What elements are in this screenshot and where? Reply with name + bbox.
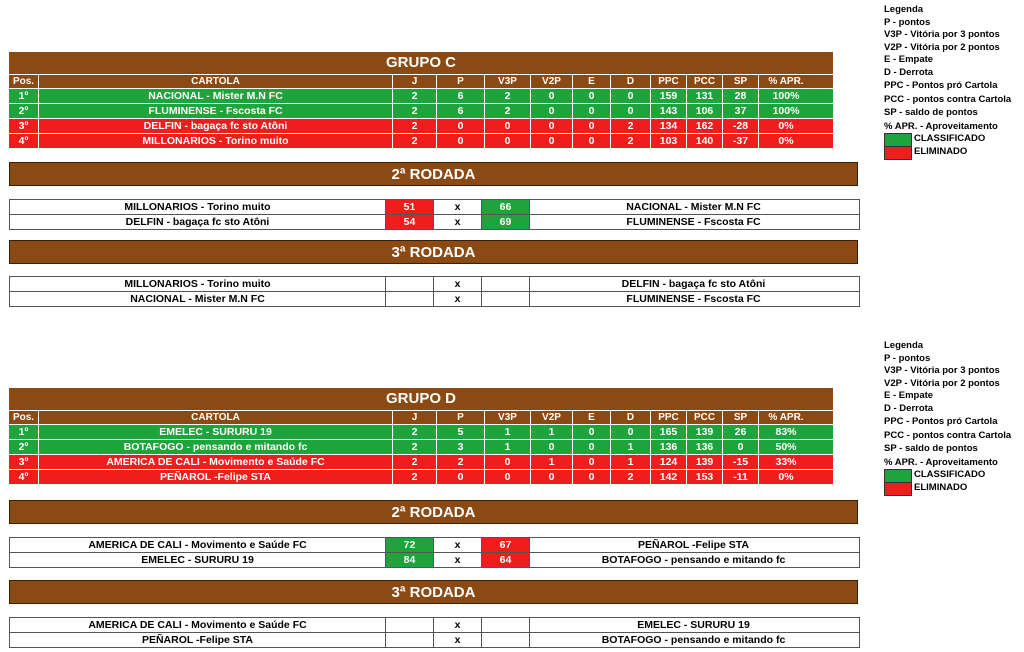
sp-cell: -15 <box>723 455 759 469</box>
pos-cell: 1º <box>9 89 39 103</box>
col-header-ppc: PPC <box>651 411 687 424</box>
j-cell: 2 <box>393 104 437 118</box>
sp-cell: -37 <box>723 134 759 148</box>
sp-cell: 28 <box>723 89 759 103</box>
col-header-ppc: PPC <box>651 75 687 88</box>
legend <box>884 340 1020 495</box>
classified-swatch <box>884 469 912 483</box>
col-header-e: E <box>573 75 611 88</box>
sp-cell: -11 <box>723 470 759 484</box>
e-cell: 0 <box>573 455 611 469</box>
e-cell: 0 <box>573 425 611 439</box>
legend-eliminated <box>884 146 1020 159</box>
v2p-cell: 0 <box>531 470 573 484</box>
home-team: MILLONARIOS - Torino muito <box>10 277 386 291</box>
d-cell: 0 <box>611 425 651 439</box>
away-team: BOTAFOGO - pensando e mitando fc <box>601 634 786 646</box>
round-2-matches <box>9 537 860 568</box>
legend-line: D - Derrota <box>884 402 934 414</box>
ppc-cell: 136 <box>651 440 687 454</box>
group-c-standings <box>9 52 833 148</box>
legend-line: % APR. - Aproveitamento <box>884 120 998 132</box>
eliminated-swatch <box>884 146 912 160</box>
team-cell: FLUMINENSE - Fscosta FC <box>39 104 393 118</box>
ppc-cell: 143 <box>651 104 687 118</box>
col-header-j: J <box>393 75 437 88</box>
eliminated-swatch <box>884 482 912 496</box>
legend-line: % APR. - Aproveitamento <box>884 456 998 468</box>
col-header-d: D <box>611 75 651 88</box>
pcc-cell: 140 <box>687 134 723 148</box>
e-cell: 0 <box>573 104 611 118</box>
group-title: GRUPO C <box>9 52 833 74</box>
legend-line: PPC - Pontos pró Cartola <box>884 416 998 427</box>
round-3-title: 3ª RODADA <box>9 580 858 604</box>
apr-cell: 83% <box>775 426 797 438</box>
table-row <box>9 454 833 469</box>
versus: x <box>434 292 482 306</box>
team-cell: AMERICA DE CALI - Movimento e Saúde FC <box>39 455 393 469</box>
v3p-cell: 2 <box>485 104 531 118</box>
home-score <box>386 633 434 647</box>
away-score: 69 <box>482 215 530 229</box>
away-score: 66 <box>482 200 530 214</box>
versus: x <box>434 200 482 214</box>
classified-swatch <box>884 133 912 147</box>
legend-line: P - pontos <box>884 16 931 28</box>
match-row <box>10 292 859 307</box>
v3p-cell: 0 <box>485 134 531 148</box>
pos-cell: 1º <box>9 425 39 439</box>
e-cell: 0 <box>573 89 611 103</box>
away-score <box>482 292 530 306</box>
legend-line: PCC - pontos contra Cartola <box>884 93 1012 105</box>
pcc-cell: 153 <box>687 470 723 484</box>
apr-cell: 0% <box>778 120 794 132</box>
j-cell: 2 <box>393 89 437 103</box>
col-header-team: CARTOLA <box>39 75 393 88</box>
pos-cell: 4º <box>9 134 39 148</box>
away-team: FLUMINENSE - Fscosta FC <box>626 293 761 305</box>
d-cell: 1 <box>611 455 651 469</box>
legend-line: SP - saldo de pontos <box>884 443 978 454</box>
ppc-cell: 124 <box>651 455 687 469</box>
v2p-cell: 1 <box>531 425 573 439</box>
legend-line: D - Derrota <box>884 66 934 78</box>
v2p-cell: 0 <box>531 119 573 133</box>
home-team: DELFIN - bagaça fc sto Atôni <box>10 215 386 229</box>
e-cell: 0 <box>573 119 611 133</box>
e-cell: 0 <box>573 440 611 454</box>
ppc-cell: 159 <box>651 89 687 103</box>
j-cell: 2 <box>393 119 437 133</box>
v3p-cell: 2 <box>485 89 531 103</box>
d-cell: 2 <box>611 470 651 484</box>
apr-cell: 100% <box>772 90 800 102</box>
e-cell: 0 <box>573 470 611 484</box>
home-score <box>386 277 434 291</box>
match-row <box>10 215 859 230</box>
e-cell: 0 <box>573 134 611 148</box>
legend-title: Legenda <box>884 4 924 15</box>
apr-cell: 0% <box>778 471 794 483</box>
eliminated-label: ELIMINADO <box>914 146 968 158</box>
pcc-cell: 139 <box>687 455 723 469</box>
standings-header <box>9 74 833 88</box>
j-cell: 2 <box>393 470 437 484</box>
apr-cell: 100% <box>772 105 800 117</box>
col-header-v3p: V3P <box>485 411 531 424</box>
col-header-v3p: V3P <box>485 75 531 88</box>
legend-line: SP - saldo de pontos <box>884 107 978 118</box>
p-cell: 3 <box>437 440 485 454</box>
away-score: 67 <box>482 538 530 552</box>
pos-cell: 2º <box>9 440 39 454</box>
versus: x <box>434 553 482 567</box>
legend-line: PPC - Pontos pró Cartola <box>884 80 998 91</box>
apr-cell: 50% <box>775 441 797 453</box>
col-header-v2p: V2P <box>531 411 573 424</box>
legend-line: V2P - Vitória por 2 pontos <box>884 41 1000 53</box>
home-score: 72 <box>386 538 434 552</box>
j-cell: 2 <box>393 425 437 439</box>
home-score: 84 <box>386 553 434 567</box>
team-cell: BOTAFOGO - pensando e mitando fc <box>39 440 393 454</box>
d-cell: 1 <box>611 440 651 454</box>
d-cell: 2 <box>611 134 651 148</box>
match-row <box>10 277 859 292</box>
table-row <box>9 469 833 484</box>
table-row <box>9 133 833 148</box>
away-team: EMELEC - SURURU 19 <box>637 619 750 631</box>
round-3-title: 3ª RODADA <box>9 240 858 264</box>
team-cell: MILLONARIOS - Torino muito <box>39 134 393 148</box>
v2p-cell: 0 <box>531 104 573 118</box>
sp-cell: -28 <box>723 119 759 133</box>
v3p-cell: 0 <box>485 470 531 484</box>
match-row <box>10 200 859 215</box>
p-cell: 6 <box>437 104 485 118</box>
away-score <box>482 633 530 647</box>
v3p-cell: 1 <box>485 440 531 454</box>
col-header-sp: SP <box>723 411 759 424</box>
p-cell: 2 <box>437 455 485 469</box>
p-cell: 0 <box>437 134 485 148</box>
d-cell: 2 <box>611 119 651 133</box>
col-header-v2p: V2P <box>531 75 573 88</box>
away-score <box>482 618 530 632</box>
legend-line: E - Empate <box>884 54 934 65</box>
legend-line: E - Empate <box>884 390 934 401</box>
home-team: PEÑAROL -Felipe STA <box>10 633 386 647</box>
legend-line: PCC - pontos contra Cartola <box>884 429 1012 441</box>
match-row <box>10 633 859 648</box>
table-row <box>9 118 833 133</box>
col-header-d: D <box>611 411 651 424</box>
away-team: NACIONAL - Mister M.N FC <box>626 201 761 213</box>
away-score: 64 <box>482 553 530 567</box>
j-cell: 2 <box>393 455 437 469</box>
versus: x <box>434 633 482 647</box>
d-cell: 0 <box>611 104 651 118</box>
v2p-cell: 1 <box>531 455 573 469</box>
away-team: DELFIN - bagaça fc sto Atôni <box>621 278 766 290</box>
away-team: PEÑAROL -Felipe STA <box>637 539 750 551</box>
team-cell: EMELEC - SURURU 19 <box>39 425 393 439</box>
pcc-cell: 106 <box>687 104 723 118</box>
col-header-apr: % APR. <box>768 412 804 423</box>
col-header-p: P <box>437 411 485 424</box>
ppc-cell: 165 <box>651 425 687 439</box>
apr-cell: 33% <box>775 456 797 468</box>
table-row <box>9 439 833 454</box>
col-header-j: J <box>393 411 437 424</box>
eliminated-label: ELIMINADO <box>914 482 968 494</box>
standings-header <box>9 410 833 424</box>
legend-line: V3P - Vitória por 3 pontos <box>884 29 1000 40</box>
match-row <box>10 553 859 568</box>
col-header-pcc: PCC <box>687 411 723 424</box>
ppc-cell: 134 <box>651 119 687 133</box>
col-header-e: E <box>573 411 611 424</box>
home-team: AMERICA DE CALI - Movimento e Saúde FC <box>10 538 386 552</box>
home-team: NACIONAL - Mister M.N FC <box>10 292 386 306</box>
v2p-cell: 0 <box>531 89 573 103</box>
versus: x <box>434 277 482 291</box>
col-header-pos: Pos. <box>9 411 39 424</box>
table-row <box>9 424 833 439</box>
versus: x <box>434 618 482 632</box>
col-header-pos: Pos. <box>9 75 39 88</box>
home-team: AMERICA DE CALI - Movimento e Saúde FC <box>10 618 386 632</box>
col-header-sp: SP <box>723 75 759 88</box>
match-row <box>10 618 859 633</box>
team-cell: NACIONAL - Mister M.N FC <box>39 89 393 103</box>
v2p-cell: 0 <box>531 440 573 454</box>
ppc-cell: 142 <box>651 470 687 484</box>
legend <box>884 4 1020 159</box>
col-header-team: CARTOLA <box>39 411 393 424</box>
away-team: BOTAFOGO - pensando e mitando fc <box>601 554 786 566</box>
classified-label: CLASSIFICADO <box>914 469 986 481</box>
away-team: FLUMINENSE - Fscosta FC <box>626 216 761 228</box>
legend-classified <box>884 469 1020 482</box>
round-2-title: 2ª RODADA <box>9 500 858 524</box>
team-cell: PEÑAROL -Felipe STA <box>39 470 393 484</box>
away-score <box>482 277 530 291</box>
table-row <box>9 88 833 103</box>
pcc-cell: 131 <box>687 89 723 103</box>
legend-eliminated <box>884 482 1020 495</box>
legend-line: P - pontos <box>884 352 931 364</box>
sp-cell: 37 <box>723 104 759 118</box>
sp-cell: 26 <box>723 425 759 439</box>
table-row <box>9 103 833 118</box>
round-3-matches <box>9 617 860 648</box>
legend-classified <box>884 133 1020 146</box>
home-score: 54 <box>386 215 434 229</box>
home-team: EMELEC - SURURU 19 <box>10 553 386 567</box>
legend-title: Legenda <box>884 340 924 351</box>
match-row <box>10 538 859 553</box>
pcc-cell: 136 <box>687 440 723 454</box>
v2p-cell: 0 <box>531 134 573 148</box>
col-header-p: P <box>437 75 485 88</box>
legend-line: V2P - Vitória por 2 pontos <box>884 377 1000 389</box>
classified-label: CLASSIFICADO <box>914 133 986 145</box>
group-d-standings <box>9 388 833 484</box>
v3p-cell: 0 <box>485 455 531 469</box>
team-cell: DELFIN - bagaça fc sto Atôni <box>39 119 393 133</box>
group-title: GRUPO D <box>9 388 833 410</box>
pcc-cell: 139 <box>687 425 723 439</box>
versus: x <box>434 538 482 552</box>
v3p-cell: 0 <box>485 119 531 133</box>
pos-cell: 4º <box>9 470 39 484</box>
p-cell: 0 <box>437 470 485 484</box>
home-score <box>386 292 434 306</box>
sp-cell: 0 <box>723 440 759 454</box>
p-cell: 5 <box>437 425 485 439</box>
pos-cell: 3º <box>9 455 39 469</box>
ppc-cell: 103 <box>651 134 687 148</box>
pos-cell: 2º <box>9 104 39 118</box>
round-2-matches <box>9 199 860 230</box>
col-header-apr: % APR. <box>768 76 804 87</box>
v3p-cell: 1 <box>485 425 531 439</box>
home-score: 51 <box>386 200 434 214</box>
round-2-title: 2ª RODADA <box>9 162 858 186</box>
round-3-matches <box>9 276 860 307</box>
apr-cell: 0% <box>778 135 794 147</box>
versus: x <box>434 215 482 229</box>
p-cell: 0 <box>437 119 485 133</box>
home-team: MILLONARIOS - Torino muito <box>10 200 386 214</box>
j-cell: 2 <box>393 134 437 148</box>
p-cell: 6 <box>437 89 485 103</box>
pos-cell: 3º <box>9 119 39 133</box>
j-cell: 2 <box>393 440 437 454</box>
pcc-cell: 162 <box>687 119 723 133</box>
home-score <box>386 618 434 632</box>
col-header-pcc: PCC <box>687 75 723 88</box>
legend-line: V3P - Vitória por 3 pontos <box>884 365 1000 376</box>
d-cell: 0 <box>611 89 651 103</box>
